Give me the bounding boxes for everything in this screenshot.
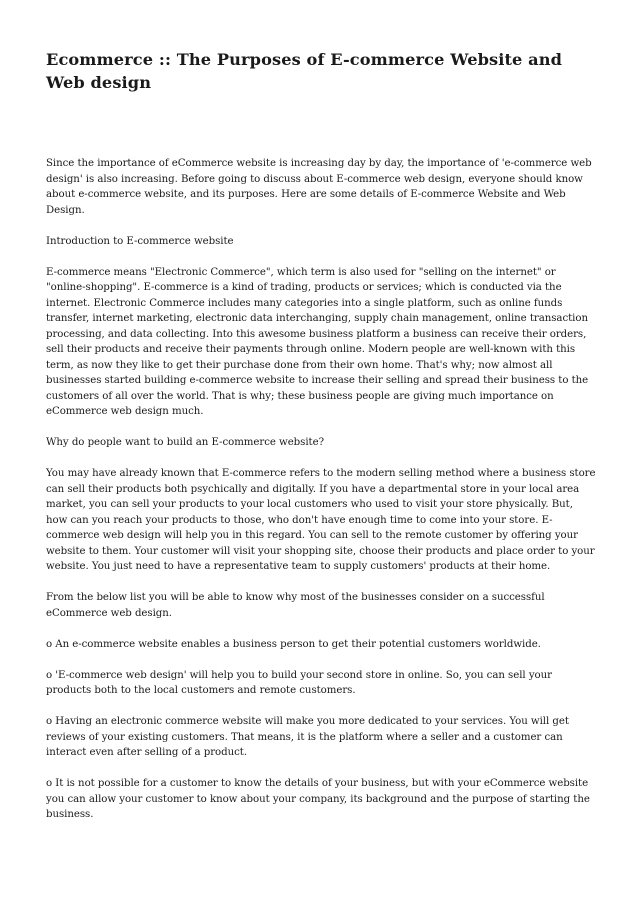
list-item: o It is not possible for a customer to know the details of your business, but with your eCommerce website you can allow your customer to know about your company, its background and the purpose of starting the business. <box>46 778 590 820</box>
document-page <box>46 48 596 838</box>
intro-paragraph: Since the importance of eCommerce website is increasing day by day, the importance of 'e-commerce web design' is also increasing. Before going to discuss about E-commerce web design, everyone should know about e-commerce website, and its purposes. Here are some details of E-commerce Website and Web Design. <box>46 158 592 216</box>
section-heading-why-build: Why do people want to build an E-commerce website? <box>46 437 324 448</box>
list-item: o Having an electronic commerce website will make you more dedicated to your services. You will get reviews of your existing customers. That means, it is the platform where a seller and a customer can interact even after selling of a product. <box>46 716 569 758</box>
list-item: o 'E-commerce web design' will help you to build your second store in online. So, you can sell your products both to the local customers and remote customers. <box>46 669 552 696</box>
ecommerce-definition-paragraph: E-commerce means "Electronic Commerce", which term is also used for "selling on the internet" or "online-shopping". E-commerce is a kind of trading, products or services; which is conducted via the internet. Electronic Commerce includes many categories into a single platform, such as online funds transfer, internet marketing, electronic data interchanging, supply chain management, online transaction processing, and data collecting. Into this awesome business platform a business can receive their orders, sell their products and receive their payments through online. Modern people are well-known with this term, as now they like to get their purchase done from their own home. That's why; now almost all businesses started building e-commerce website to increase their selling and spread their business to the customers of all over the world. That is why; these business people are giving much importance on eCommerce web design much. <box>46 266 589 417</box>
page-title: Ecommerce :: The Purposes of E-commerce Website and Web design <box>46 50 563 92</box>
list-item: o An e-commerce website enables a business person to get their potential customers worldwide. <box>46 638 541 650</box>
section-heading-introduction: Introduction to E-commerce website <box>46 235 234 247</box>
why-build-paragraph: You may have already known that E-commerce refers to the modern selling method where a business store can sell their products both psychically and digitally. If you have a departmental store in your local area market, you can sell your products to your local customers who used to visit your store physically. But, how can you reach your products to those, who don't have enough time to come into your store. E-commerce web design will help you in this regard. You can sell to the remote customer by offering your website to them. Your customer will visit your shopping site, choose their products and place order to your website. You just need to have a representative team to supply customers' products at their home. <box>46 468 596 572</box>
document-body <box>46 156 596 823</box>
list-intro-paragraph: From the below list you will be able to know why most of the businesses consider on a successful eCommerce web design. <box>46 592 545 619</box>
